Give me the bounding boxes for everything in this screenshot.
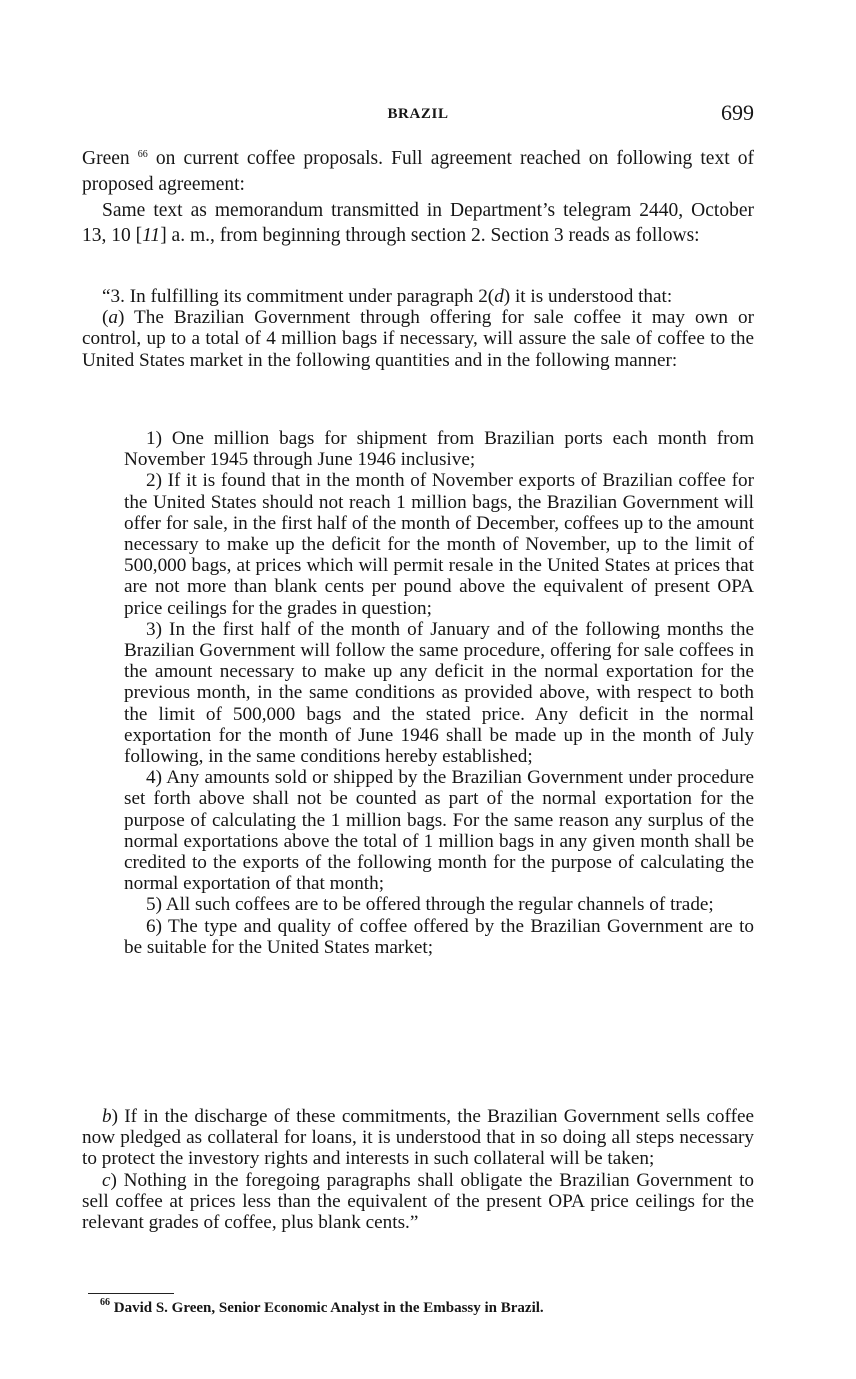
page-header — [82, 100, 754, 130]
clause-b — [82, 1106, 754, 1170]
clause-a-open-paren: ( — [102, 307, 109, 329]
clause-a-items — [124, 428, 754, 958]
clause-c — [82, 1170, 754, 1234]
footnote-reference: 66 — [137, 149, 148, 160]
clause-c-text: ) Nothing in the foregoing paragraphs shall obligate the Brazilian Government to sell coffee at prices less than the equivalent of the present OPA price ceilings for the relevant grades of coffee, plus blank cents.” — [82, 1169, 754, 1234]
intro-p2-bracket-hour: 11 — [142, 225, 161, 247]
clause-b-text: ) If in the discharge of these commitments, the Brazilian Government sells coffee now pledged as collateral for loans, it is understood that in so doing all steps necessary to protect the investory rights and interests in such collateral will be taken; — [82, 1106, 754, 1170]
clause-b-letter: b — [102, 1106, 112, 1127]
footnote-divider — [88, 1293, 174, 1294]
intro-paragraph-2 — [82, 198, 754, 250]
intro-p2-rest: ] a. m., from beginning through section 2. Section 3 reads as follows: — [160, 225, 700, 247]
clause-a-item-3: 3) In the first half of the month of January and of the following months the Brazilian Government will follow the same procedure, offering for sale coffees in the amount necessary to make up any deficit in the normal exportation for the previous month, in the same conditions as provided above, with respect to both the limit of 500,000 bags and the stated price. Any deficit in the normal exportation for the month of June 1946 shall be made up in the month of July following, in the same conditions hereby established; — [124, 618, 754, 768]
running-title: BRAZIL — [387, 106, 449, 122]
intro-paragraph-1 — [82, 146, 754, 198]
intro-p2-start: Same text as memorandum transmitted in Department’s telegram 2440, October 13, 10 [ — [82, 199, 754, 247]
page-number: 699 — [721, 100, 754, 125]
footnote — [100, 1298, 760, 1318]
section-3-intro-rest: ) it is understood that: — [503, 286, 673, 307]
intro-text — [82, 146, 754, 249]
intro-p1-rest: on current coffee proposals. Full agreement reached on following text of proposed agreement: — [82, 148, 754, 195]
section-3-intro — [82, 286, 754, 307]
clause-a-item-2: 2) If it is found that in the month of November exports of Brazilian coffee for the United States should not reach 1 million bags, the Brazilian Government will offer for sale, in the first half of the month of December, coffees up to the amount necessary to make up the deficit for the month of November, up to the limit of 500,000 bags, at prices which will permit resale in the United States at prices that are not more than blank cents per pound above the equivalent of present OPA price ceilings for the grades in question; — [124, 470, 754, 619]
section-3-intro-letter: d — [494, 286, 504, 307]
clause-c-letter: c — [102, 1169, 111, 1191]
footnote-number: 66 — [100, 1297, 110, 1308]
clause-a-item-1: 1) One million bags for shipment from Brazilian ports each month from November 1945 through June 1946 inclusive; — [124, 428, 754, 471]
section-3-quote — [82, 286, 754, 371]
clause-a — [82, 307, 754, 371]
clause-a-item-4: 4) Any amounts sold or shipped by the Brazilian Government under procedure set forth above shall not be counted as part of the normal exportation for the purpose of calculating the 1 million bags. For the same reason any surplus of the normal exportations above the total of 1 million bags in any given month shall be credited to the exports of the following month for the purpose of calculating the normal exportation of that month; — [124, 767, 754, 895]
footnote-text: David S. Green, Senior Economic Analyst in the Embassy in Brazil. — [110, 1300, 544, 1316]
clause-a-letter: a — [108, 307, 118, 329]
clause-a-item-5: 5) All such coffees are to be offered through the regular channels of trade; — [146, 894, 714, 916]
clause-a-text: ) The Brazilian Government through offering for sale coffee it may own or control, up to a total of 4 million bags if necessary, will assure the sale of coffee to the United States market in the following quantities and in the following manner: — [82, 307, 754, 371]
section-3-intro-start: “3. In fulfilling its commitment under paragraph 2( — [102, 286, 495, 307]
intro-p1-start: Green — [82, 148, 138, 169]
clauses-b-c — [82, 1106, 754, 1233]
clause-a-item-6: 6) The type and quality of coffee offered by the Brazilian Government are to be suitable for the United States market; — [124, 915, 754, 958]
